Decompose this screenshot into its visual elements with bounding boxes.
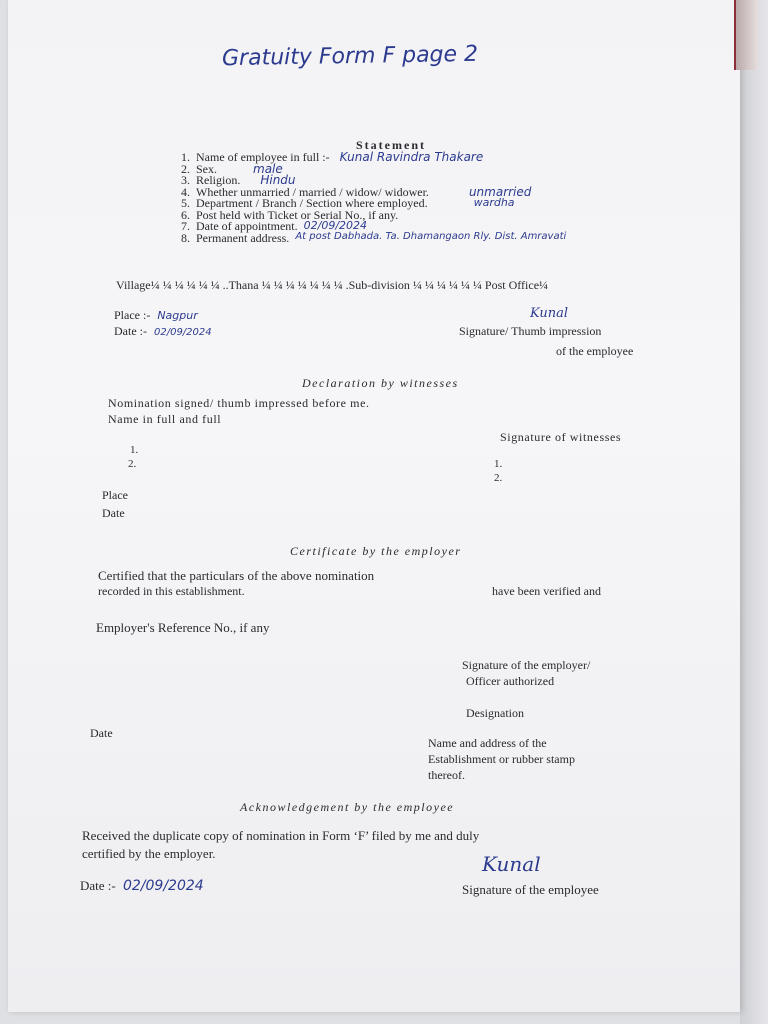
place-label: Place :-: [114, 308, 151, 322]
cert-line-1b: have been verified and: [492, 584, 601, 598]
item-value: At post Dabhada. Ta. Dhamangaon Rly. Dist. Amravati: [295, 230, 567, 242]
place-value: Nagpur: [157, 309, 198, 322]
witness-left-2: 2.: [128, 458, 137, 470]
witness-date-label: Date: [102, 506, 125, 520]
date-label: Date :-: [114, 324, 147, 338]
witness-signature-label: Signature of witnesses: [500, 430, 622, 444]
name-address-line-1: Name and address of the: [428, 736, 547, 750]
date-row: [114, 324, 212, 339]
employer-signature-label: Signature of the employer/: [462, 658, 591, 672]
item-label: Permanent address.: [196, 230, 290, 245]
ack-date-value: 02/09/2024: [122, 878, 204, 894]
item-value: Hindu: [260, 173, 296, 187]
item-number: 6.: [181, 207, 190, 222]
list-item: [170, 185, 710, 197]
item-label: Whether unmarried / married / widow/ widower.: [196, 184, 429, 199]
address-line: Village¼ ¼ ¼ ¼ ¼ ¼ ..Thana ¼ ¼ ¼ ¼ ¼ ¼ ¼ .Sub-division ¼ ¼ ¼ ¼ ¼ ¼ Post Office¼: [116, 278, 549, 292]
acknowledgement-heading: Acknowledgement by the employee: [240, 800, 455, 814]
item-number: 3.: [181, 173, 190, 187]
date-value: 02/09/2024: [153, 327, 212, 338]
item-value: wardha: [473, 196, 515, 209]
employee-signature-scribble: Kunal: [482, 852, 541, 876]
item-number: 1.: [181, 150, 190, 164]
witness-right-2: 2.: [494, 472, 503, 484]
declaration-line-1: Nomination signed/ thumb impressed before me.: [108, 396, 370, 410]
page-curl: [734, 0, 758, 70]
list-item: [170, 208, 710, 220]
background-edge: [740, 0, 768, 1024]
item-value: unmarried: [468, 184, 532, 199]
item-value: 02/09/2024: [303, 219, 368, 232]
item-number: 7.: [181, 219, 190, 233]
item-value: Kunal Ravindra Thakare: [339, 150, 484, 164]
cert-line-1: Certified that the particulars of the above nomination: [98, 568, 375, 583]
item-label: Religion.: [196, 173, 241, 187]
item-number: 4.: [181, 184, 190, 199]
item-label: Post held with Ticket or Serial No., if any.: [196, 207, 399, 222]
ack-signature-label: Signature of the employee: [462, 882, 599, 897]
signature-scribble: Kunal: [530, 306, 569, 321]
witness-place-label: Place: [102, 488, 128, 502]
item-label: Department / Branch / Section where employed.: [196, 196, 428, 210]
declaration-heading: Declaration by witnesses: [302, 376, 459, 390]
ack-line-2: certified by the employer.: [82, 846, 216, 861]
item-number: 8.: [181, 230, 190, 245]
list-item: [170, 231, 710, 243]
employer-officer-label: Officer authorized: [466, 674, 555, 688]
ack-date-row: [80, 878, 204, 894]
item-value: male: [253, 161, 283, 176]
ack-line-1: Received the duplicate copy of nomination in Form ‘F’ filed by me and duly: [82, 828, 480, 843]
item-label: Date of appointment.: [196, 219, 298, 233]
list-item: [170, 219, 710, 231]
statement-heading: Statement: [356, 138, 426, 152]
employer-date-label: Date: [90, 726, 113, 740]
cert-line-2: recorded in this establishment.: [98, 584, 245, 598]
item-label: Sex.: [196, 161, 217, 176]
employer-reference: Employer's Reference No., if any: [96, 620, 270, 635]
declaration-line-2: Name in full and full: [108, 412, 222, 426]
name-address-line-3: thereof.: [428, 768, 465, 782]
name-address-line-2: Establishment or rubber stamp: [428, 752, 575, 766]
list-item: [170, 173, 710, 185]
employee-signature-label-2: of the employee: [556, 344, 634, 358]
item-label: Name of employee in full :-: [196, 150, 330, 164]
page-title: Gratuity Form F page 2: [221, 41, 479, 72]
designation-label: Designation: [466, 706, 524, 720]
employee-signature-label: Signature/ Thumb impression: [459, 324, 602, 338]
witness-right-1: 1.: [494, 458, 503, 470]
ack-date-label: Date :-: [80, 878, 116, 893]
item-number: 5.: [181, 196, 190, 210]
item-number: 2.: [181, 161, 190, 176]
list-item: [170, 196, 710, 208]
employer-cert-heading: Certificate by the employer: [290, 544, 462, 558]
list-item: [170, 150, 710, 162]
witness-left-1: 1.: [130, 444, 139, 456]
statement-list: [170, 150, 710, 245]
place-row: [114, 308, 198, 323]
